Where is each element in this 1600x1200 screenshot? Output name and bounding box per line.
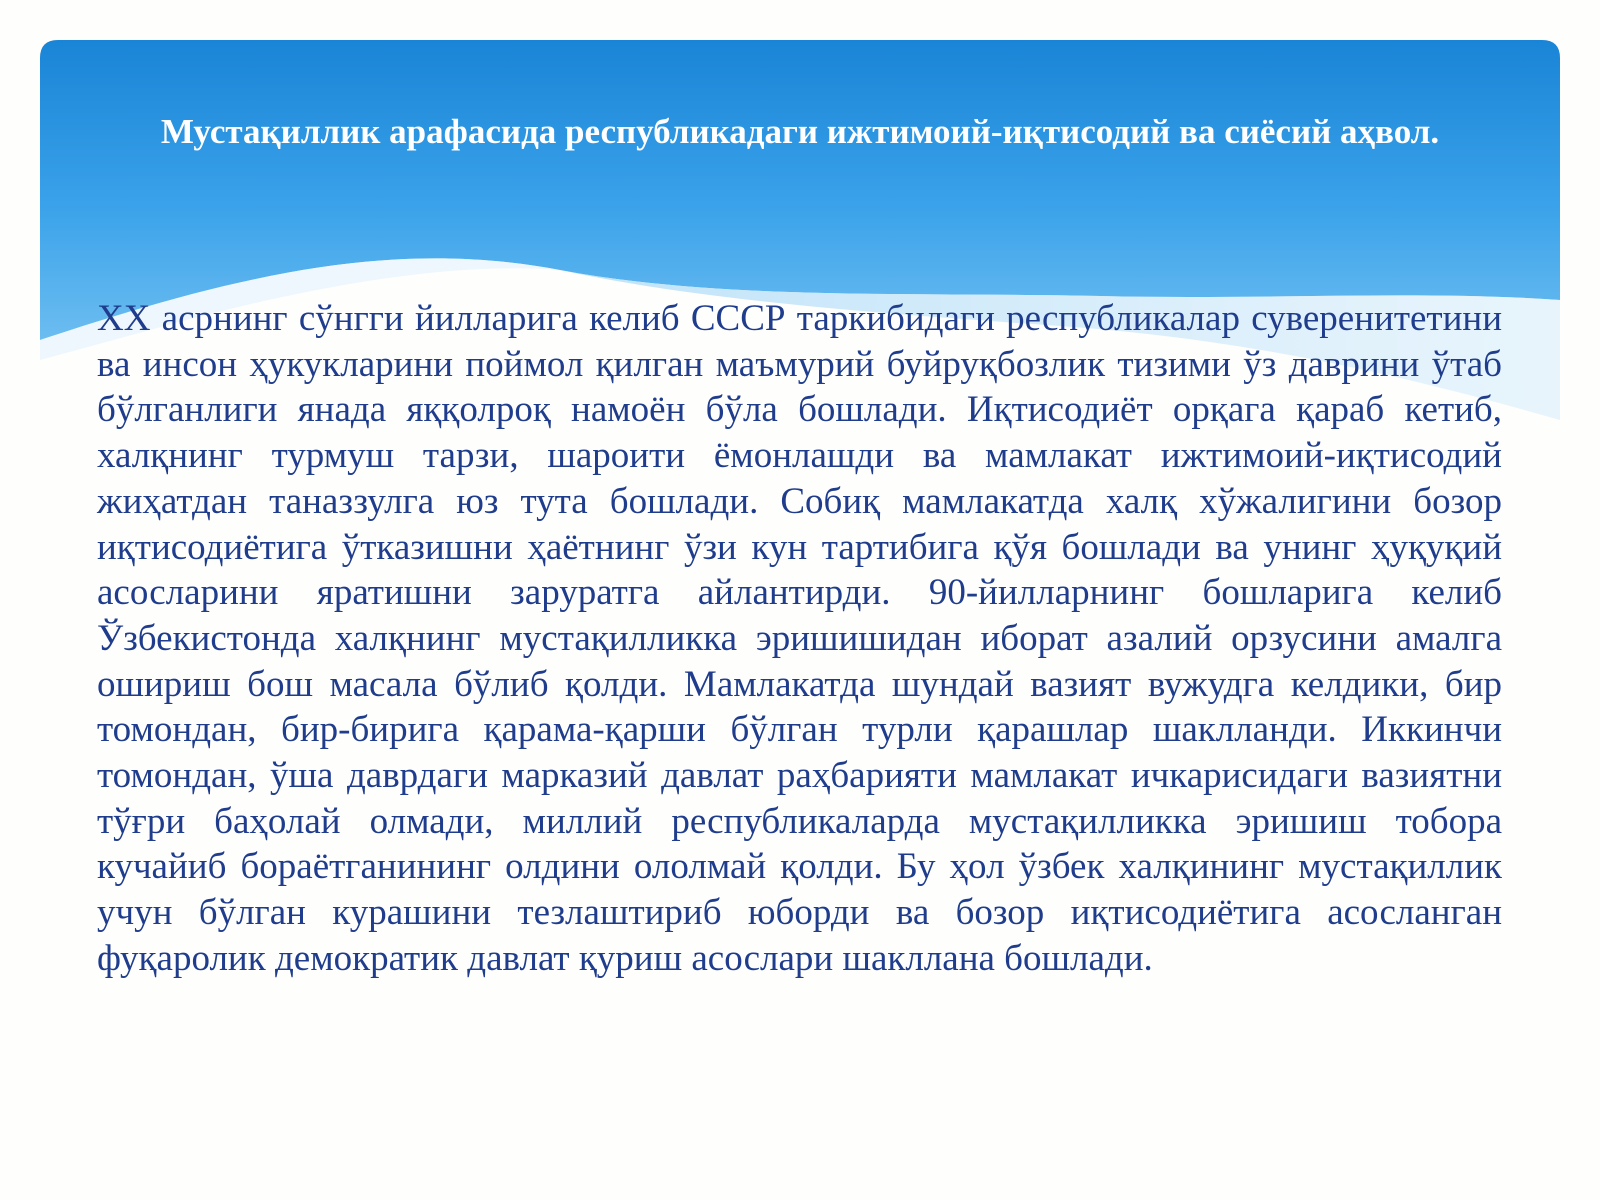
slide-title: Мустақиллик арафасида республикадаги ижтимоий-иқтисодий ва сиёсий аҳвол. [160, 112, 1440, 151]
slide-body-text: XX асрнинг сўнгги йилларига келиб СССР таркибидаги республикалар суверенитетини ва инсон ҳукукларини поймол қилган маъмурий буйруқбозлик тизими ўз даврини ўтаб бўлганлиги янада яққолроқ намоён бўла бошлади. Иқтисодиёт орқага қараб кетиб, халқнинг турмуш тарзи, шароити ёмонлашди ва мамлакат ижтимоий-иқтисодий жиҳатдан таназзулга юз тута бошлади. Собиқ мамлакатда халқ хўжалигини бозор иқтисодиётига ўтказишни ҳаётнинг ўзи кун тартибига қўя бошлади ва унинг ҳуқуқий асосларини яратишни заруратга айлантирди. 90-йилларнинг бошларига келиб Ўзбекистонда халқнинг мустақилликка эришишидан иборат азалий орзусини амалга ошириш бош масала бўлиб қолди. Мамлакатда шундай вазият вужудга келдики, бир томондан, бир-бирига қарама-қарши бўлган турли қарашлар шаклланди. Иккинчи томондан, ўша даврдаги марказий давлат раҳбарияти мамлакат ичкарисидаги вазиятни тўғри баҳолай олмади, миллий республикаларда мустақилликка эришиш тобора кучайиб бораётганининг олдини ололмай қолди. Бу ҳол ўзбек халқининг мустақиллик учун бўлган курашини тезлаштириб юборди ва бозор иқтисодиётига асосланган фуқаролик демократик давлат қуриш асослари шакллана бошлади. [97, 298, 1502, 979]
